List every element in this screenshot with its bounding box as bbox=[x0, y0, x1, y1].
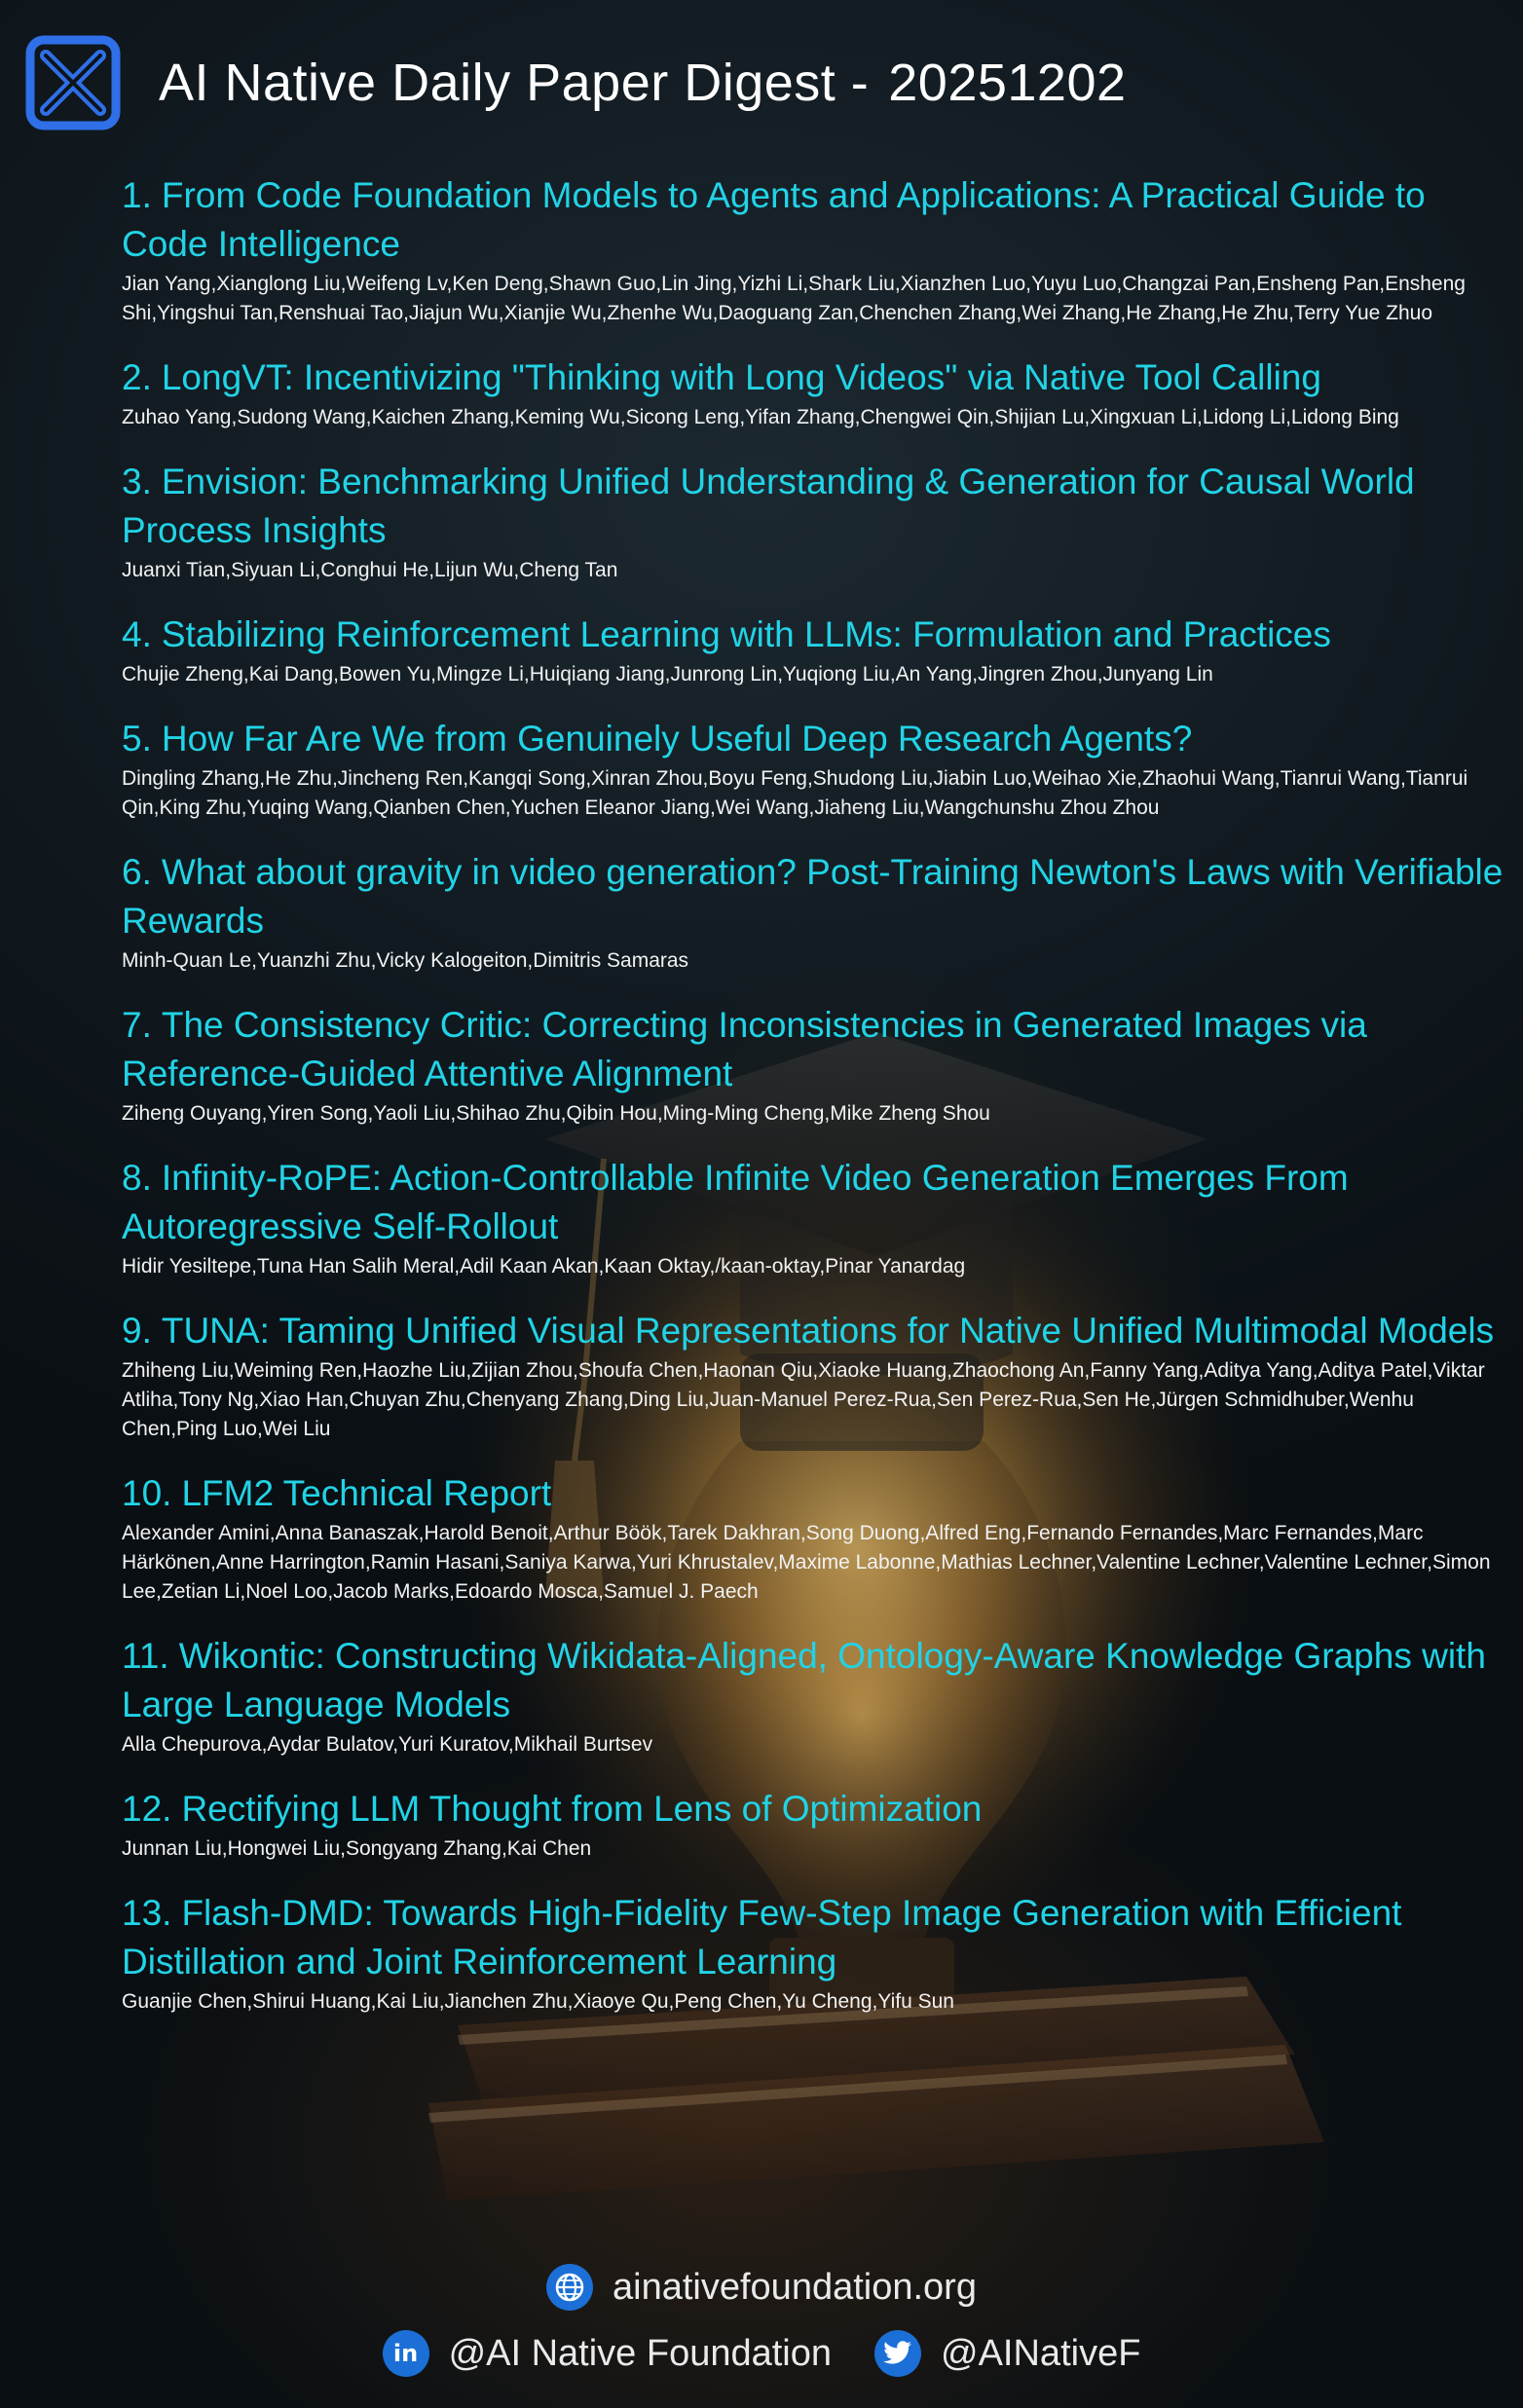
paper-title-text: How Far Are We from Genuinely Useful Deep Research Agents? bbox=[161, 719, 1193, 759]
paper-item bbox=[122, 1785, 1504, 1864]
paper-title-text: Envision: Benchmarking Unified Understanding & Generation for Causal World Process Insights bbox=[122, 462, 1415, 550]
paper-authors: Guanjie Chen,Shirui Huang,Kai Liu,Jianchen Zhu,Xiaoye Qu,Peng Chen,Yu Cheng,Yifu Sun bbox=[122, 1990, 954, 2013]
paper-item bbox=[122, 848, 1504, 976]
linkedin-icon: in bbox=[383, 2330, 429, 2377]
paper-item bbox=[122, 458, 1504, 585]
website-link[interactable]: ainativefoundation.org bbox=[613, 2266, 977, 2308]
footer-website-row bbox=[0, 2259, 1523, 2315]
paper-authors: Chujie Zheng,Kai Dang,Bowen Yu,Mingze Li,Huiqiang Jiang,Junrong Lin,Yuqiong Liu,An Yang,Jingren Zhou,Junyang Lin bbox=[122, 663, 1213, 685]
paper-item bbox=[122, 611, 1504, 689]
paper-title-text: TUNA: Taming Unified Visual Representations for Native Unified Multimodal Models bbox=[161, 1311, 1495, 1351]
paper-number: 11. bbox=[122, 1636, 169, 1676]
paper-title-link[interactable] bbox=[122, 848, 1504, 945]
paper-title-link[interactable] bbox=[122, 353, 1504, 402]
paper-number: 13. bbox=[122, 1893, 172, 1933]
footer-social-row bbox=[0, 2325, 1523, 2382]
paper-title-text: Stabilizing Reinforcement Learning with LLMs: Formulation and Practices bbox=[161, 614, 1331, 654]
paper-number: 1. bbox=[122, 175, 152, 215]
paper-number: 4. bbox=[122, 614, 152, 654]
header bbox=[24, 34, 1127, 131]
paper-item bbox=[122, 353, 1504, 432]
digest-date: 20251202 bbox=[888, 54, 1127, 112]
paper-number: 12. bbox=[122, 1789, 172, 1829]
paper-title-link[interactable] bbox=[122, 1307, 1504, 1355]
paper-title-link[interactable] bbox=[122, 1154, 1504, 1251]
paper-title-text: The Consistency Critic: Correcting Inconsistencies in Generated Images via Reference-Guided Attentive Alignment bbox=[122, 1005, 1367, 1093]
paper-authors: Zhiheng Liu,Weiming Ren,Haozhe Liu,Zijian Zhou,Shoufa Chen,Haonan Qiu,Xiaoke Huang,Zhaochong An,Fanny Yang,Aditya Yang,Aditya Patel,Viktar Atliha,Tony Ng,Xiao Han,Chuyan Zhu,Chenyang Zhang,Ding Liu,Juan-Manuel Perez-Rua,Sen Perez-Rua,Sen He,Jürgen Schmidhuber,Wenhu Chen,Ping Luo,Wei Liu bbox=[122, 1359, 1485, 1440]
paper-list bbox=[122, 171, 1504, 2042]
linkedin-link[interactable]: @AI Native Foundation bbox=[448, 2332, 833, 2374]
paper-authors: Zuhao Yang,Sudong Wang,Kaichen Zhang,Keming Wu,Sicong Leng,Yifan Zhang,Chengwei Qin,Shijian Lu,Xingxuan Li,Lidong Li,Lidong Bing bbox=[122, 406, 1399, 428]
paper-item bbox=[122, 171, 1504, 328]
paper-title-text: Wikontic: Constructing Wikidata-Aligned, Ontology-Aware Knowledge Graphs with Large Language Models bbox=[122, 1636, 1486, 1724]
paper-title-text: From Code Foundation Models to Agents and Applications: A Practical Guide to Code Intelligence bbox=[122, 175, 1426, 264]
paper-number: 7. bbox=[122, 1005, 152, 1045]
paper-number: 6. bbox=[122, 852, 152, 892]
paper-number: 2. bbox=[122, 357, 152, 397]
paper-title-link[interactable] bbox=[122, 171, 1504, 269]
globe-icon bbox=[546, 2264, 593, 2311]
paper-title-text: Infinity-RoPE: Action-Controllable Infinite Video Generation Emerges From Autoregressive Self-Rollout bbox=[122, 1158, 1349, 1246]
paper-title-text: LongVT: Incentivizing "Thinking with Long Videos" via Native Tool Calling bbox=[161, 357, 1321, 397]
paper-number: 5. bbox=[122, 719, 152, 759]
paper-title-text: Rectifying LLM Thought from Lens of Optimization bbox=[181, 1789, 983, 1829]
paper-number: 3. bbox=[122, 462, 152, 501]
paper-title-link[interactable] bbox=[122, 1632, 1504, 1729]
paper-item bbox=[122, 1632, 1504, 1760]
page-title-text: AI Native Daily Paper Digest - bbox=[159, 54, 870, 112]
paper-number: 10. bbox=[122, 1473, 172, 1513]
twitter-link[interactable]: @AINativeF bbox=[941, 2332, 1141, 2374]
paper-title-link[interactable] bbox=[122, 1469, 1504, 1518]
paper-authors: Minh-Quan Le,Yuanzhi Zhu,Vicky Kalogeiton,Dimitris Samaras bbox=[122, 949, 689, 972]
paper-authors: Juanxi Tian,Siyuan Li,Conghui He,Lijun Wu,Cheng Tan bbox=[122, 559, 618, 581]
ai-native-logo-icon bbox=[24, 34, 122, 131]
paper-title-link[interactable] bbox=[122, 1785, 1504, 1834]
paper-title-link[interactable] bbox=[122, 611, 1504, 659]
paper-title-text: LFM2 Technical Report bbox=[181, 1473, 552, 1513]
paper-item bbox=[122, 1469, 1504, 1607]
paper-item bbox=[122, 1154, 1504, 1281]
paper-authors: Jian Yang,Xianglong Liu,Weifeng Lv,Ken Deng,Shawn Guo,Lin Jing,Yizhi Li,Shark Liu,Xianzhen Luo,Yuyu Luo,Changzai Pan,Ensheng Pan,Ensheng Shi,Yingshui Tan,Renshuai Tao,Jiajun Wu,Xianjie Wu,Zhenhe Wu,Daoguang Zan,Chenchen Zhang,Wei Zhang,He Zhang,He Zhu,Terry Yue Zhuo bbox=[122, 273, 1466, 324]
paper-authors: Alla Chepurova,Aydar Bulatov,Yuri Kuratov,Mikhail Burtsev bbox=[122, 1733, 653, 1756]
paper-authors: Hidir Yesiltepe,Tuna Han Salih Meral,Adil Kaan Akan,Kaan Oktay,/kaan-oktay,Pinar Yanardag bbox=[122, 1255, 966, 1278]
paper-authors: Junnan Liu,Hongwei Liu,Songyang Zhang,Kai Chen bbox=[122, 1837, 592, 1860]
paper-item bbox=[122, 715, 1504, 823]
paper-number: 8. bbox=[122, 1158, 152, 1198]
paper-title-link[interactable] bbox=[122, 1889, 1504, 1986]
paper-item bbox=[122, 1001, 1504, 1129]
paper-number: 9. bbox=[122, 1311, 152, 1351]
paper-title-link[interactable] bbox=[122, 1001, 1504, 1098]
paper-authors: Dingling Zhang,He Zhu,Jincheng Ren,Kangqi Song,Xinran Zhou,Boyu Feng,Shudong Liu,Jiabin Luo,Weihao Xie,Zhaohui Wang,Tianrui Wang,Tianrui Qin,King Zhu,Yuqing Wang,Qianben Chen,Yuchen Eleanor Jiang,Wei Wang,Jiaheng Liu,Wangchunshu Zhou Zhou bbox=[122, 767, 1468, 819]
paper-title-text: What about gravity in video generation? Post-Training Newton's Laws with Verifiable Rewards bbox=[122, 852, 1504, 941]
paper-item bbox=[122, 1889, 1504, 2017]
paper-authors: Alexander Amini,Anna Banaszak,Harold Benoit,Arthur Böök,Tarek Dakhran,Song Duong,Alfred Eng,Fernando Fernandes,Marc Fernandes,Marc Härkönen,Anne Harrington,Ramin Hasani,Saniya Karwa,Yuri Khrustalev,Maxime Labonne,Mathias Lechner,Valentine Lechner,Valentine Lechner,Simon Lee,Zetian Li,Noel Loo,Jacob Marks,Edoardo Mosca,Samuel J. Paech bbox=[122, 1522, 1491, 1603]
paper-title-link[interactable] bbox=[122, 458, 1504, 555]
paper-authors: Ziheng Ouyang,Yiren Song,Yaoli Liu,Shihao Zhu,Qibin Hou,Ming-Ming Cheng,Mike Zheng Shou bbox=[122, 1102, 990, 1125]
paper-title-link[interactable] bbox=[122, 715, 1504, 763]
page-title bbox=[159, 53, 1127, 113]
twitter-bird-icon bbox=[874, 2330, 921, 2377]
paper-title-text: Flash-DMD: Towards High-Fidelity Few-Step Image Generation with Efficient Distillation and Joint Reinforcement Learning bbox=[122, 1893, 1402, 1982]
paper-item bbox=[122, 1307, 1504, 1444]
